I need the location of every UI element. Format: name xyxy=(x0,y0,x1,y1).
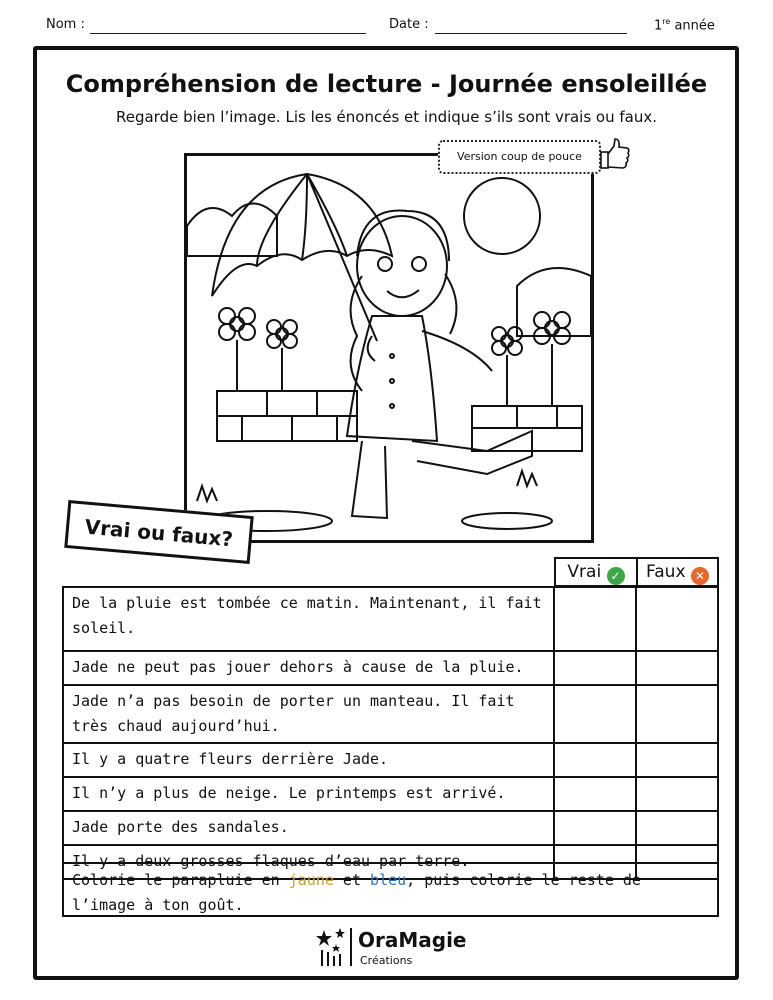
vrai-checkbox[interactable] xyxy=(554,685,636,743)
word-jaune: jaune xyxy=(288,871,334,889)
logo-name: OraMagie xyxy=(358,928,467,952)
vrai-checkbox[interactable] xyxy=(554,777,636,811)
table-row xyxy=(63,685,718,743)
faux-checkbox[interactable] xyxy=(636,777,718,811)
faux-checkbox[interactable] xyxy=(636,587,718,651)
true-false-label: Vrai ou faux? xyxy=(64,500,253,564)
statement-text: Il n’y a plus de neige. Le printemps est arrivé. xyxy=(63,777,554,811)
name-field[interactable] xyxy=(90,33,366,34)
cross-icon: ✕ xyxy=(691,567,709,585)
table-row xyxy=(63,743,718,777)
column-header-faux xyxy=(636,557,719,587)
vrai-checkbox[interactable] xyxy=(554,651,636,685)
date-field[interactable] xyxy=(435,33,627,34)
flower-1 xyxy=(219,308,255,391)
vrai-checkbox[interactable] xyxy=(554,811,636,845)
faux-checkbox[interactable] xyxy=(636,685,718,743)
coloring-instruction: Colorie le parapluie en jaune et bleu, puis colorie le reste de l’image à ton goût. xyxy=(62,862,719,917)
header-line xyxy=(0,14,773,38)
stars-icon xyxy=(314,924,350,968)
faux-checkbox[interactable] xyxy=(636,811,718,845)
statement-text: Jade porte des sandales. xyxy=(63,811,554,845)
faux-checkbox[interactable] xyxy=(636,651,718,685)
statement-text: De la pluie est tombée ce matin. Maintenant, il fait soleil. xyxy=(63,587,554,651)
illustration xyxy=(184,153,594,543)
logo-subtitle: Créations xyxy=(360,954,413,967)
thumbs-up-icon xyxy=(598,136,632,172)
grade-label: 1re année xyxy=(654,17,715,34)
table-row xyxy=(63,587,718,651)
word-bleu: bleu xyxy=(370,871,407,889)
logo-divider xyxy=(350,928,352,966)
page-subtitle: Regarde bien l’image. Lis les énoncés et indique s’ils sont vrais ou faux. xyxy=(115,108,658,126)
girl-umbrella-illustration xyxy=(187,156,591,540)
statement-text: Il y a deux grosses flaques d’eau par terre. xyxy=(63,845,554,879)
vrai-label: Vrai xyxy=(567,562,602,582)
check-icon: ✓ xyxy=(607,567,625,585)
column-header-vrai xyxy=(554,557,638,587)
oramagie-logo xyxy=(314,924,467,970)
faux-label: Faux xyxy=(646,562,686,582)
table-row xyxy=(63,651,718,685)
page-title: Compréhension de lecture - Journée ensoleillée xyxy=(65,70,708,98)
hint-version-badge[interactable]: Version coup de pouce xyxy=(438,140,601,174)
vrai-checkbox[interactable] xyxy=(554,743,636,777)
faux-checkbox[interactable] xyxy=(636,743,718,777)
name-label: Nom : xyxy=(46,17,85,32)
statement-text: Jade n’a pas besoin de porter un manteau. Il fait très chaud aujourd’hui. xyxy=(63,685,554,743)
table-row xyxy=(63,811,718,845)
vrai-checkbox[interactable] xyxy=(554,587,636,651)
date-label: Date : xyxy=(389,17,429,32)
statement-text: Il y a quatre fleurs derrière Jade. xyxy=(63,743,554,777)
statement-text: Jade ne peut pas jouer dehors à cause de la pluie. xyxy=(63,651,554,685)
statements-table xyxy=(62,586,719,880)
table-row xyxy=(63,777,718,811)
